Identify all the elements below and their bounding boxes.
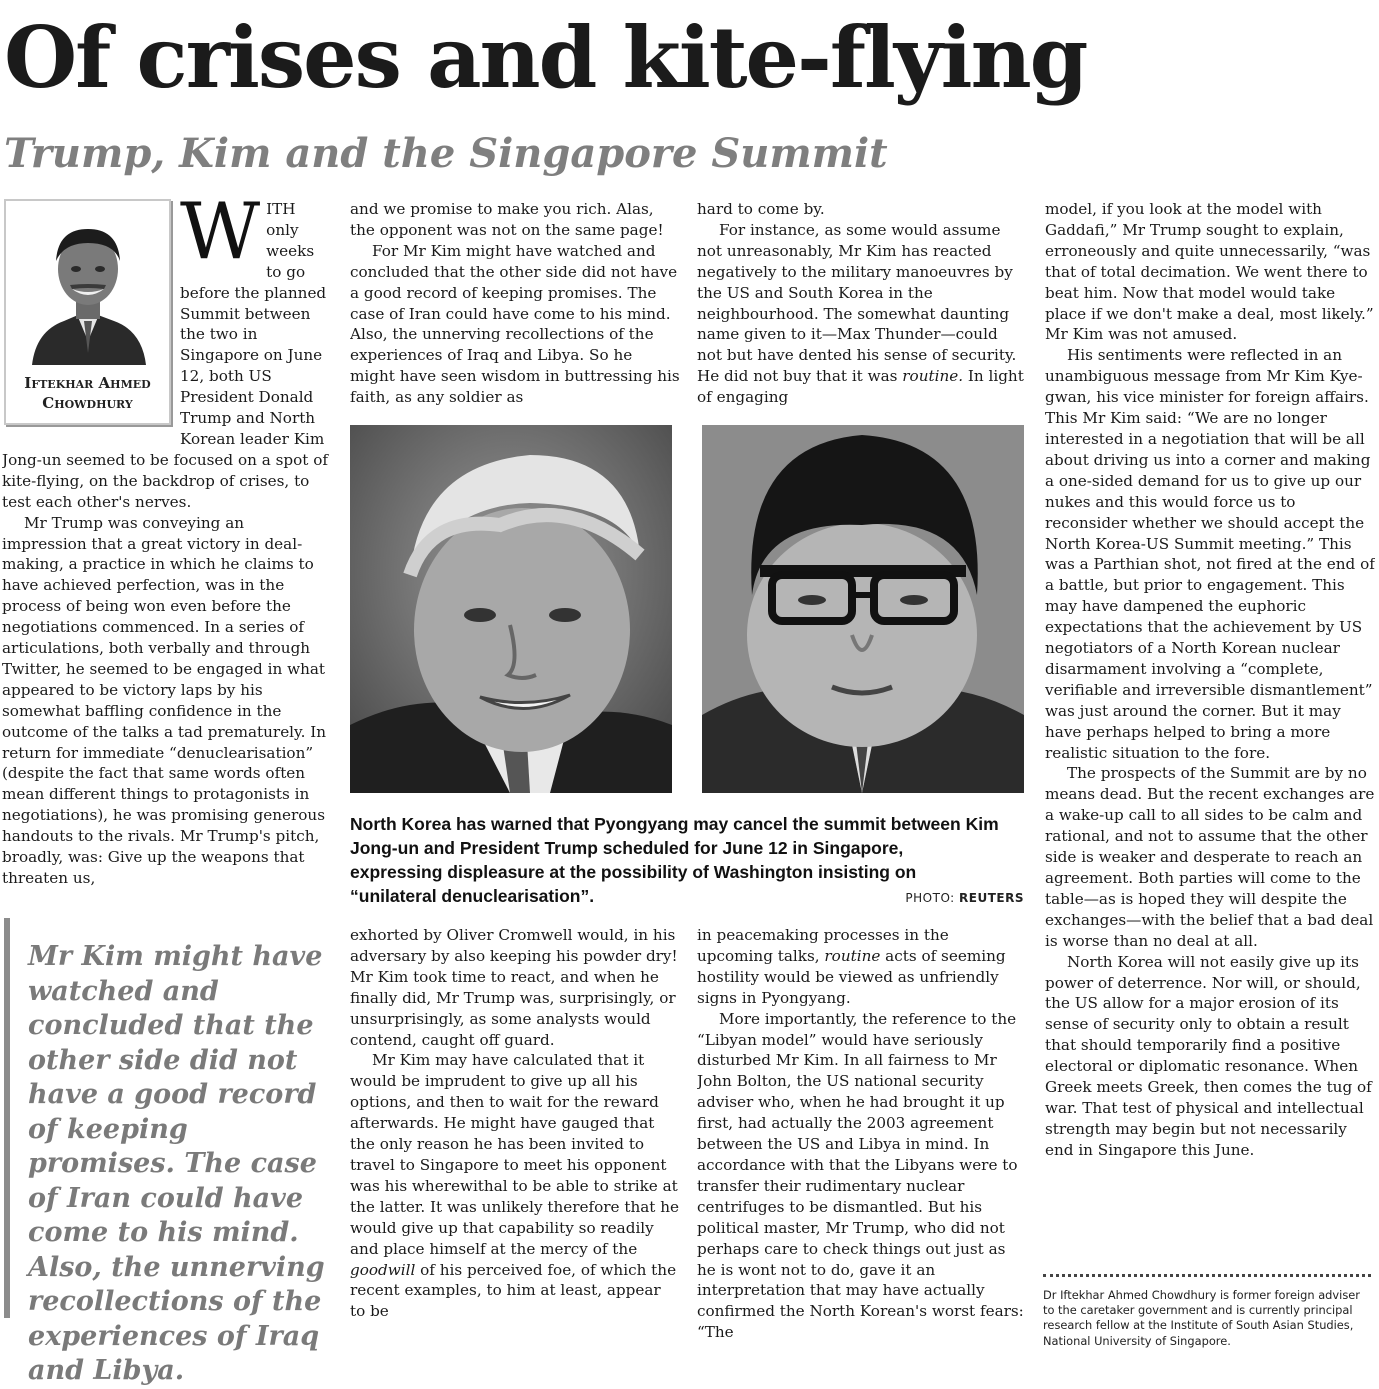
paragraph: His sentiments were reflected in an unambiguous message from Mr Kim Kye-gwan, his vice minister for foreign affairs. This Mr Kim said: “We are no longer interested in a negotiation that will be all about driving us into a corner and making a one-sided demand for us to give up our nukes and this would force us to reconsider whether we should accept the North Korea-US Summit meeting.” This was a Parthian shot, not fired at the end of a battle, but prior to engagement. This may have dampened the euphoric expectations that the achievement by US negotiators of a North Korean nuclear disarmament involving a “complete, verifiable and irreversible dismantlement” was just around the corner. But it may have perhaps helped to bring a more realistic situation to the fore. bbox=[1045, 346, 1375, 762]
paragraph: model, if you look at the model with Gaddafi,” Mr Trump sought to explain, erroneously and quite unnecessarily, “was that of total decimation. We went there to beat him. Now that model would take place if we don't make a deal, most likely.” Mr Kim was not amused. bbox=[1045, 200, 1374, 344]
photo-caption: North Korea has warned that Pyongyang may cancel the summit between Kim Jong-un and President Trump scheduled for June 12 in Singapore, expressing displeasure at the possibility of Washington insisting on “unilateral denuclearisation”. bbox=[350, 814, 999, 906]
column-2-top bbox=[350, 199, 680, 411]
pull-quote: Mr Kim might have watched and concluded that the other side did not have a good record of keeping promises. The case of Iran could have come to his mind. Also, the unnerving recollections of the experiences of Iraq and Libya. bbox=[28, 941, 325, 1386]
column-1 bbox=[2, 199, 330, 895]
subheadline: Trump, Kim and the Singapore Summit bbox=[4, 130, 888, 177]
pull-quote-bar bbox=[4, 918, 10, 1318]
author-box-spacer bbox=[2, 199, 180, 439]
photo-kim bbox=[702, 425, 1024, 793]
paragraph: in peacemaking processes in the upcoming talks, routine acts of seeming hostility would be viewed as unfriendly signs in Pyongyang. bbox=[697, 926, 1006, 1007]
paragraph: The prospects of the Summit are by no means dead. But the recent exchanges are a wake-up call to all sides to be calm and rational, and not to assume that the other side is weaker and desperate to reach an agreement. Both parties will come to the table—as is hoped they will despite the exchanges—with the belief that a bad deal is worse than no deal at all. bbox=[1045, 764, 1375, 950]
bio-divider bbox=[1043, 1274, 1371, 1277]
paragraph: Mr Kim may have calculated that it would be imprudent to give up all his options, and then to wait for the reward afterwards. He might have gauged that the only reason he has been invited to travel to Singapore to meet his opponent was his wherewithal to be able to strike at the latter. It was unlikely therefore that he would give up that capability so readily and place himself at the mercy of the goodwill of his perceived foe, of which the recent examples, to him at least, appear to be bbox=[350, 1051, 679, 1321]
column-2-bottom bbox=[350, 925, 680, 1350]
portrait-trump-illustration bbox=[350, 425, 672, 793]
column-3-bottom bbox=[697, 925, 1027, 1350]
author-name-line2: Chowdhury bbox=[42, 394, 133, 412]
drop-cap: W bbox=[180, 199, 261, 277]
photo-credit: PHOTO: REUTERS bbox=[905, 891, 1024, 905]
paragraph: More importantly, the reference to the “Libyan model” would have seriously disturbed Mr Kim. In all fairness to Mr John Bolton, the US national security adviser who, when he had brought it up first, had actually the 2003 agreement between the US and Libya in mind. In accordance with that the Libyans were to transfer their rudimentary nuclear centrifuges to be dismantled. But his political master, Mr Trump, who did not perhaps care to check things out just as he is wont not to do, gave it an interpretation that may have actually confirmed the North Korean's worst fears: “The bbox=[697, 1009, 1024, 1342]
lead-text: ITH only weeks to go before the planned Summit between the two in Singapore on June 12, both US President Donald Trump and North Korean leader Kim Jong-un seemed to be focused on a spot of kite-flying, on the backdrop of crises, to test each other's nerves. bbox=[2, 200, 328, 511]
portrait-kim-illustration bbox=[702, 425, 1024, 793]
author-bio: Dr Iftekhar Ahmed Chowdhury is former foreign adviser to the caretaker government and is currently principal research fellow at the Institute of South Asian Studies, National University of Singapore. bbox=[1043, 1288, 1360, 1348]
paragraph: and we promise to make you rich. Alas, the opponent was not on the same page! bbox=[350, 200, 664, 239]
paragraph: Mr Trump was conveying an impression that a great victory in deal-making, a practice in which he claims to have achieved perfection, was in the process of being won even before the negotiations commenced. In a series of articulations, both verbally and through Twitter, he seemed to be engaged in what appeared to be victory laps by his somewhat baffling confidence in the outcome of the talks a tad prematurely. In return for immediate “denuclearisation” (despite the fact that same words often mean different things to protagonists in negotiations), he was promising generous handouts to the rivals. Mr Trump's pitch, broadly, was: Give up the weapons that threaten us, bbox=[2, 513, 327, 887]
column-4 bbox=[1045, 199, 1375, 1271]
column-3-top bbox=[697, 199, 1027, 411]
paragraph: For Mr Kim might have watched and concluded that the other side did not have a good record of keeping promises. The case of Iran could have come to his mind. Also, the unnerving recollections of the experiences of Iraq and Libya. So he might have seen wisdom in buttressing his faith, as any soldier as bbox=[350, 241, 680, 407]
photo-trump bbox=[350, 425, 672, 793]
paragraph: exhorted by Oliver Cromwell would, in his adversary by also keeping his powder dry! Mr Kim took time to react, and when he finally did, Mr Trump was, surprisingly, or unsurprisingly, as some analysts would contend, caught off guard. bbox=[350, 926, 678, 1049]
paragraph: North Korea will not easily give up its power of deterrence. Nor will, or should, the US allow for a major erosion of its sense of security only to obtain a result that should temporarily find a positive electoral or diplomatic resonance. When Greek meets Greek, then comes the tug of war. That test of physical and intellectual strength may begin but not necessarily end in Singapore this June. bbox=[1045, 952, 1372, 1159]
author-name-line1: Iftekhar Ahmed bbox=[24, 374, 151, 392]
paragraph: hard to come by. bbox=[697, 200, 825, 218]
paragraph: For instance, as some would assume not unreasonably, Mr Kim has reacted negatively to the military manoeuvres by the US and South Korea in the neighbourhood. The somewhat daunting name given to it—Max Thunder—could not but have dented his sense of security. He did not buy that it was routine. In light of engaging bbox=[697, 220, 1024, 407]
headline: Of crises and kite-flying bbox=[4, 8, 1087, 107]
